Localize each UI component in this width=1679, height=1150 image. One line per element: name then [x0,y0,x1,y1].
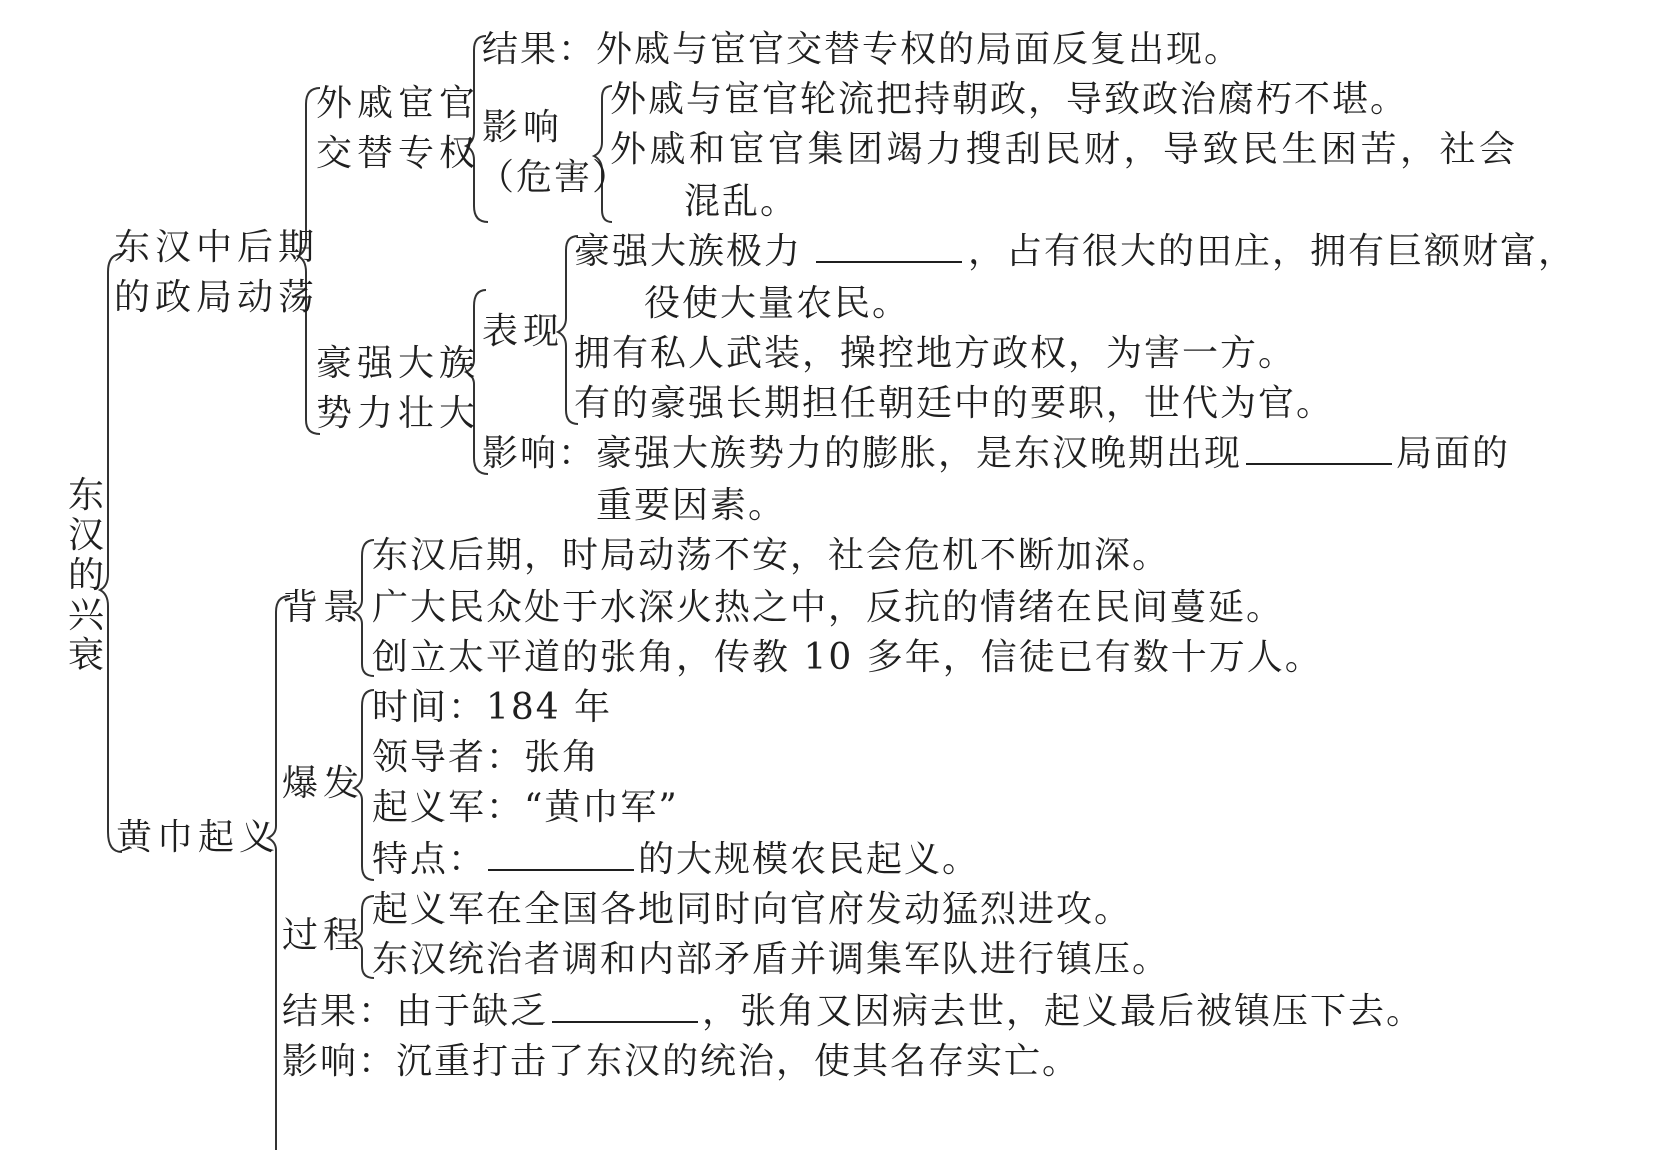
gentry-label-line2: 势力壮大 [316,393,481,434]
eunuch-impact-label-line1: 影响 [482,107,565,148]
feature-suffix: 的大规模农民起义。 [638,839,981,880]
gentry-impact-before: 影响：豪强大族势力的膨胀，是东汉晚期出现 [482,433,1243,474]
eunuch-impact-1: 外戚与宦官轮流把持朝政，导致政治腐朽不堪。 [610,79,1409,120]
manifest-1-before: 豪强大族极力 [574,231,803,272]
eunuch-label-line2: 交替专权 [316,133,481,174]
result-after: ，张角又因病去世，起义最后被镇压下去。 [702,991,1425,1032]
process-label: 过程 [282,915,365,956]
outbreak-feature [372,838,980,882]
manifest-1-line2: 役使大量农民。 [644,283,911,324]
eunuch-impact-2-line1: 外戚和宦官集团竭力搜刮民财，导致民生困苦，社会 [610,129,1519,170]
gentry-impact-after: 局面的 [1396,433,1511,474]
feature-prefix: 特点： [372,839,487,880]
outbreak-time: 时间：184 年 [372,687,613,728]
background-label: 背景 [282,587,365,628]
outbreak-label: 爆发 [282,763,365,804]
process-item: 起义军在全国各地同时向官府发动猛烈进攻。 [372,889,1133,930]
mid-period-label-line2: 的政局动荡 [114,277,320,318]
manifest-3: 有的豪强长期担任朝廷中的要职，世代为官。 [574,383,1335,424]
background-item: 创立太平道的张角，传教 10 多年，信徒已有数十万人。 [372,637,1323,678]
yellow-turban-label: 黄巾起义 [116,817,281,858]
manifest-1 [574,230,1576,274]
manifest-2: 拥有私人武装，操控地方政权，为害一方。 [574,333,1297,374]
gentry-impact-line2: 重要因素。 [596,485,787,526]
yellow-turban-impact: 影响：沉重打击了东汉的统治，使其名存实亡。 [282,1041,1081,1082]
fill-blank[interactable] [1246,433,1392,465]
result-before: 结果：由于缺乏 [282,991,549,1032]
outbreak-leader: 领导者：张角 [372,737,601,778]
eunuch-result: 结果：外戚与宦官交替专权的局面反复出现。 [482,29,1243,70]
eunuch-impact-label-line2: （危害） [478,157,631,198]
fill-blank[interactable] [816,231,962,263]
root-title: 东汉的兴衰 [67,475,104,676]
eunuch-label-line1: 外戚宦官 [316,83,481,124]
manifest-label: 表现 [482,311,565,352]
gentry-label-line1: 豪强大族 [316,343,481,384]
process-item: 东汉统治者调和内部矛盾并调集军队进行镇压。 [372,939,1171,980]
background-item: 广大民众处于水深火热之中，反抗的情绪在民间蔓延。 [372,587,1285,628]
yellow-turban-result [282,990,1424,1034]
outbreak-army: 起义军：“黄巾军” [372,787,679,828]
mid-period-label-line1: 东汉中后期 [114,227,320,268]
gentry-impact [482,432,1510,476]
background-item: 东汉后期，时局动荡不安，社会危机不断加深。 [372,535,1171,576]
fill-blank[interactable] [488,839,634,871]
manifest-1-after: ，占有很大的田庄，拥有巨额财富， [968,231,1577,272]
eunuch-impact-2-line2: 混乱。 [684,181,799,222]
fill-blank[interactable] [552,991,698,1023]
